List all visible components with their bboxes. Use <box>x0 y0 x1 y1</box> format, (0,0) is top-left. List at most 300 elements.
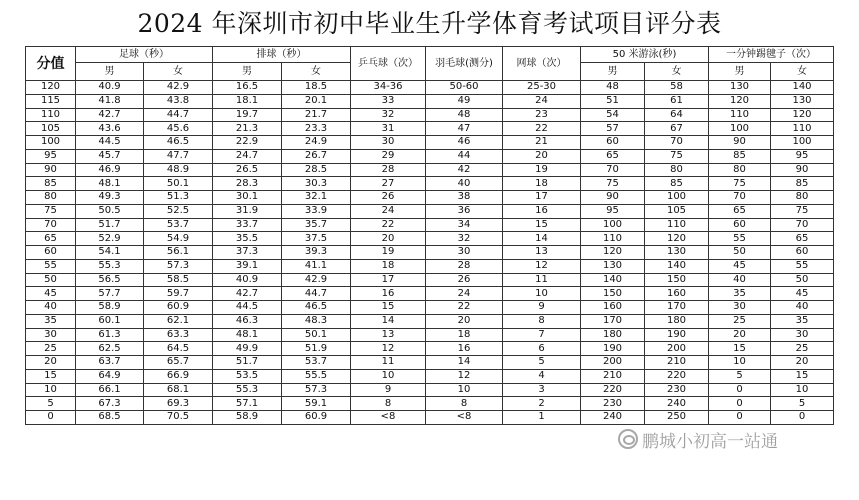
wechat-icon <box>618 429 638 449</box>
table-cell: 19 <box>503 163 581 177</box>
table-cell: 30 <box>771 328 834 342</box>
table-cell: 48.1 <box>213 328 282 342</box>
table-cell: 26 <box>426 273 503 287</box>
table-cell: 220 <box>645 369 709 383</box>
table-cell: 6 <box>503 342 581 356</box>
table-cell: 200 <box>645 342 709 356</box>
table-cell: 11 <box>503 273 581 287</box>
table-cell: 59.7 <box>144 287 213 301</box>
table-row <box>26 397 834 411</box>
table-cell: 25 <box>709 314 771 328</box>
table-cell: 42.7 <box>213 287 282 301</box>
table-cell: 47 <box>426 122 503 136</box>
table-cell: 20 <box>503 149 581 163</box>
table-cell: 2 <box>503 397 581 411</box>
score-cell: 105 <box>26 122 76 136</box>
table-cell: 28.5 <box>282 163 351 177</box>
table-cell: 22 <box>503 122 581 136</box>
table-cell: 10 <box>426 383 503 397</box>
table-row <box>26 163 834 177</box>
table-cell: 61.3 <box>76 328 144 342</box>
table-cell: 14 <box>426 356 503 370</box>
table-cell: 67.3 <box>76 397 144 411</box>
table-cell: 42 <box>426 163 503 177</box>
table-cell: 5 <box>771 397 834 411</box>
table-row <box>26 81 834 95</box>
table-cell: 160 <box>645 287 709 301</box>
table-cell: 57.1 <box>213 397 282 411</box>
table-cell: 230 <box>645 383 709 397</box>
score-cell: 50 <box>26 273 76 287</box>
score-cell: 55 <box>26 259 76 273</box>
table-cell: 55.3 <box>76 259 144 273</box>
table-cell: 36 <box>426 204 503 218</box>
table-cell: 55.3 <box>213 383 282 397</box>
swim-header: 50 米游泳(秒) <box>581 47 709 63</box>
table-row <box>26 411 834 425</box>
table-cell: 30.3 <box>282 177 351 191</box>
volleyball-male-header: 男 <box>213 63 282 81</box>
table-cell: 8 <box>426 397 503 411</box>
table-cell: 11 <box>351 356 426 370</box>
watermark-text: 鹏城小初高一站通 <box>642 431 778 452</box>
table-cell: 23.3 <box>282 122 351 136</box>
table-cell: 80 <box>709 163 771 177</box>
jianzi-header: 一分钟踢毽子（次） <box>709 47 834 63</box>
score-cell: 45 <box>26 287 76 301</box>
table-cell: 50.5 <box>76 204 144 218</box>
table-row <box>26 94 834 108</box>
table-cell: 13 <box>351 328 426 342</box>
table-cell: 42.9 <box>282 273 351 287</box>
table-row <box>26 383 834 397</box>
table-cell: 70.5 <box>144 411 213 425</box>
table-cell: 0 <box>709 383 771 397</box>
table-cell: 52.5 <box>144 204 213 218</box>
table-cell: 150 <box>645 273 709 287</box>
table-cell: 19 <box>351 246 426 260</box>
table-cell: 45.6 <box>144 122 213 136</box>
table-cell: 90 <box>581 191 645 205</box>
table-cell: 56.1 <box>144 246 213 260</box>
table-cell: 60 <box>771 246 834 260</box>
table-cell: 22.9 <box>213 136 282 150</box>
badminton-header: 羽毛球(测分) <box>426 47 503 81</box>
table-cell: 48.1 <box>76 177 144 191</box>
table-cell: 10 <box>351 369 426 383</box>
table-cell: 16 <box>426 342 503 356</box>
table-cell: 16 <box>503 204 581 218</box>
table-cell: 0 <box>709 397 771 411</box>
table-cell: 37.5 <box>282 232 351 246</box>
table-cell: 85 <box>645 177 709 191</box>
table-cell: 130 <box>581 259 645 273</box>
table-cell: 40 <box>426 177 503 191</box>
table-cell: 110 <box>581 232 645 246</box>
table-cell: 100 <box>581 218 645 232</box>
table-cell: 60.9 <box>282 411 351 425</box>
table-cell: 100 <box>771 136 834 150</box>
table-cell: 40 <box>709 273 771 287</box>
table-cell: 33.9 <box>282 204 351 218</box>
swim-male-header: 男 <box>581 63 645 81</box>
table-cell: 30 <box>426 246 503 260</box>
table-cell: 7 <box>503 328 581 342</box>
table-cell: 18 <box>351 259 426 273</box>
table-cell: 95 <box>771 149 834 163</box>
table-cell: 220 <box>581 383 645 397</box>
table-cell: 4 <box>503 369 581 383</box>
table-cell: 240 <box>581 411 645 425</box>
table-row <box>26 342 834 356</box>
score-cell: 75 <box>26 204 76 218</box>
table-cell: 27 <box>351 177 426 191</box>
table-cell: 70 <box>581 163 645 177</box>
table-cell: 46.5 <box>282 301 351 315</box>
table-cell: 38 <box>426 191 503 205</box>
table-row <box>26 259 834 273</box>
table-cell: 51.9 <box>282 342 351 356</box>
table-cell: 24 <box>426 287 503 301</box>
table-cell: 56.5 <box>76 273 144 287</box>
table-cell: 67 <box>645 122 709 136</box>
table-cell: 140 <box>771 81 834 95</box>
table-row <box>26 287 834 301</box>
table-cell: 15 <box>351 301 426 315</box>
table-cell: 180 <box>645 314 709 328</box>
table-cell: 150 <box>581 287 645 301</box>
table-cell: 0 <box>709 411 771 425</box>
table-cell: 46.5 <box>144 136 213 150</box>
table-cell: 35.5 <box>213 232 282 246</box>
watermark <box>618 428 778 450</box>
table-cell: <8 <box>351 411 426 425</box>
table-cell: 48.9 <box>144 163 213 177</box>
table-cell: 37.3 <box>213 246 282 260</box>
table-cell: 51.3 <box>144 191 213 205</box>
table-cell: 41.1 <box>282 259 351 273</box>
table-cell: 18.5 <box>282 81 351 95</box>
table-cell: 43.6 <box>76 122 144 136</box>
table-row <box>26 108 834 122</box>
page-title: 2024 年深圳市初中毕业生升学体育考试项目评分表 <box>137 9 722 38</box>
table-cell: 40.9 <box>213 273 282 287</box>
table-cell: 75 <box>709 177 771 191</box>
table-row <box>26 328 834 342</box>
table-cell: 20 <box>709 328 771 342</box>
table-cell: 70 <box>709 191 771 205</box>
table-cell: 44.7 <box>282 287 351 301</box>
table-cell: 44 <box>426 149 503 163</box>
table-cell: 66.9 <box>144 369 213 383</box>
table-cell: 49.9 <box>213 342 282 356</box>
table-cell: 63.7 <box>76 356 144 370</box>
table-cell: 57 <box>581 122 645 136</box>
table-cell: 15 <box>771 369 834 383</box>
table-cell: 10 <box>503 287 581 301</box>
table-cell: 8 <box>503 314 581 328</box>
score-cell: 30 <box>26 328 76 342</box>
score-cell: 90 <box>26 163 76 177</box>
table-cell: 130 <box>771 94 834 108</box>
table-cell: 15 <box>503 218 581 232</box>
table-cell: 250 <box>645 411 709 425</box>
table-row <box>26 136 834 150</box>
table-cell: 39.3 <box>282 246 351 260</box>
table-cell: 47.7 <box>144 149 213 163</box>
tennis-header: 网球（次） <box>503 47 581 81</box>
table-cell: 17 <box>503 191 581 205</box>
table-row <box>26 314 834 328</box>
table-cell: 110 <box>645 218 709 232</box>
table-cell: 61 <box>645 94 709 108</box>
table-row <box>26 232 834 246</box>
table-cell: 22 <box>351 218 426 232</box>
table-cell: 64 <box>645 108 709 122</box>
table-cell: 39.1 <box>213 259 282 273</box>
score-cell: 35 <box>26 314 76 328</box>
table-cell: 230 <box>581 397 645 411</box>
table-cell: 70 <box>771 218 834 232</box>
table-cell: 100 <box>709 122 771 136</box>
table-cell: 24 <box>503 94 581 108</box>
table-cell: 53.5 <box>213 369 282 383</box>
table-cell: 28.3 <box>213 177 282 191</box>
table-cell: 26 <box>351 191 426 205</box>
table-cell: 85 <box>709 149 771 163</box>
table-cell: 14 <box>503 232 581 246</box>
table-row <box>26 218 834 232</box>
table-cell: 65 <box>581 149 645 163</box>
table-cell: 35.7 <box>282 218 351 232</box>
table-cell: 55 <box>771 259 834 273</box>
table-cell: 50.1 <box>144 177 213 191</box>
table-cell: 40 <box>771 301 834 315</box>
table-cell: 58.5 <box>144 273 213 287</box>
table-cell: 95 <box>581 204 645 218</box>
football-female-header: 女 <box>144 63 213 81</box>
table-cell: 120 <box>709 94 771 108</box>
table-cell: 75 <box>771 204 834 218</box>
table-cell: 14 <box>351 314 426 328</box>
table-cell: 100 <box>645 191 709 205</box>
table-row <box>26 177 834 191</box>
table-cell: 20.1 <box>282 94 351 108</box>
table-row <box>26 246 834 260</box>
table-cell: 30 <box>351 136 426 150</box>
table-row <box>26 204 834 218</box>
table-cell: 57.7 <box>76 287 144 301</box>
score-cell: 85 <box>26 177 76 191</box>
table-cell: 65 <box>771 232 834 246</box>
table-cell: 42.7 <box>76 108 144 122</box>
table-row <box>26 369 834 383</box>
table-cell: 57.3 <box>282 383 351 397</box>
table-cell: 60 <box>709 218 771 232</box>
score-header: 分值 <box>26 47 76 81</box>
table-cell: 130 <box>709 81 771 95</box>
score-cell: 40 <box>26 301 76 315</box>
table-cell: 29 <box>351 149 426 163</box>
table-cell: 170 <box>645 301 709 315</box>
volleyball-header: 排球（秒） <box>213 47 351 63</box>
table-cell: 44.5 <box>213 301 282 315</box>
table-cell: 32 <box>426 232 503 246</box>
table-cell: 28 <box>351 163 426 177</box>
scoring-table <box>25 46 834 425</box>
table-cell: 45.7 <box>76 149 144 163</box>
table-cell: 51 <box>581 94 645 108</box>
table-cell: 32.1 <box>282 191 351 205</box>
table-cell: 1 <box>503 411 581 425</box>
table-cell: 80 <box>645 163 709 177</box>
table-cell: 52.9 <box>76 232 144 246</box>
table-cell: 44.7 <box>144 108 213 122</box>
table-cell: 80 <box>771 191 834 205</box>
table-cell: 31 <box>351 122 426 136</box>
table-row <box>26 149 834 163</box>
volleyball-female-header: 女 <box>282 63 351 81</box>
table-cell: 20 <box>426 314 503 328</box>
table-cell: 20 <box>351 232 426 246</box>
table-cell: 58 <box>645 81 709 95</box>
table-cell: 35 <box>771 314 834 328</box>
table-cell: 68.1 <box>144 383 213 397</box>
table-cell: 50.1 <box>282 328 351 342</box>
table-cell: 48 <box>426 108 503 122</box>
table-cell: 30.1 <box>213 191 282 205</box>
table-cell: 210 <box>645 356 709 370</box>
table-cell: 62.5 <box>76 342 144 356</box>
table-cell: 60.9 <box>144 301 213 315</box>
table-cell: 75 <box>645 149 709 163</box>
table-cell: 105 <box>645 204 709 218</box>
table-cell: 160 <box>581 301 645 315</box>
table-row <box>26 273 834 287</box>
table-row <box>26 191 834 205</box>
table-cell: 58.9 <box>76 301 144 315</box>
table-cell: 50-60 <box>426 81 503 95</box>
table-cell: 63.3 <box>144 328 213 342</box>
score-cell: 20 <box>26 356 76 370</box>
table-cell: 16 <box>351 287 426 301</box>
table-cell: 28 <box>426 259 503 273</box>
table-cell: 21.7 <box>282 108 351 122</box>
table-cell: 13 <box>503 246 581 260</box>
table-cell: 20 <box>771 356 834 370</box>
table-cell: 34 <box>426 218 503 232</box>
football-header: 足球（秒） <box>76 47 213 63</box>
table-cell: 180 <box>581 328 645 342</box>
table-cell: 40.9 <box>76 81 144 95</box>
score-cell: 60 <box>26 246 76 260</box>
table-cell: 54 <box>581 108 645 122</box>
table-cell: 210 <box>581 369 645 383</box>
table-cell: 54.1 <box>76 246 144 260</box>
table-cell: 9 <box>503 301 581 315</box>
table-cell: 190 <box>581 342 645 356</box>
score-cell: 70 <box>26 218 76 232</box>
table-cell: 34-36 <box>351 81 426 95</box>
table-cell: 12 <box>351 342 426 356</box>
table-cell: 30 <box>709 301 771 315</box>
table-cell: 21.3 <box>213 122 282 136</box>
table-cell: 59.1 <box>282 397 351 411</box>
jianzi-female-header: 女 <box>771 63 834 81</box>
table-cell: 110 <box>771 122 834 136</box>
table-cell: 55 <box>709 232 771 246</box>
table-cell: 49 <box>426 94 503 108</box>
score-cell: 10 <box>26 383 76 397</box>
score-cell: 110 <box>26 108 76 122</box>
table-cell: 33 <box>351 94 426 108</box>
table-cell: 54.9 <box>144 232 213 246</box>
table-cell: 19.7 <box>213 108 282 122</box>
table-cell: 60 <box>581 136 645 150</box>
table-row <box>26 122 834 136</box>
table-cell: 120 <box>645 232 709 246</box>
table-cell: 5 <box>503 356 581 370</box>
table-cell: 57.3 <box>144 259 213 273</box>
table-cell: 50 <box>709 246 771 260</box>
score-cell: 15 <box>26 369 76 383</box>
table-cell: 64.9 <box>76 369 144 383</box>
table-cell: 16.5 <box>213 81 282 95</box>
table-cell: 5 <box>709 369 771 383</box>
table-cell: 65 <box>709 204 771 218</box>
table-cell: 21 <box>503 136 581 150</box>
table-cell: 45 <box>771 287 834 301</box>
table-cell: 49.3 <box>76 191 144 205</box>
table-cell: 24 <box>351 204 426 218</box>
table-cell: 140 <box>645 259 709 273</box>
table-cell: 10 <box>709 356 771 370</box>
score-cell: 5 <box>26 397 76 411</box>
score-cell: 25 <box>26 342 76 356</box>
table-cell: 3 <box>503 383 581 397</box>
jianzi-male-header: 男 <box>709 63 771 81</box>
table-cell: 26.5 <box>213 163 282 177</box>
table-cell: 130 <box>645 246 709 260</box>
table-cell: 58.9 <box>213 411 282 425</box>
table-row <box>26 301 834 315</box>
football-male-header: 男 <box>76 63 144 81</box>
score-cell: 0 <box>26 411 76 425</box>
table-cell: 0 <box>771 411 834 425</box>
table-cell: 85 <box>771 177 834 191</box>
table-cell: 170 <box>581 314 645 328</box>
table-cell: 10 <box>771 383 834 397</box>
table-cell: 53.7 <box>282 356 351 370</box>
table-body <box>26 81 834 425</box>
table-cell: 62.1 <box>144 314 213 328</box>
table-cell: 35 <box>709 287 771 301</box>
table-cell: 43.8 <box>144 94 213 108</box>
table-cell: 12 <box>503 259 581 273</box>
table-cell: 190 <box>645 328 709 342</box>
table-cell: 45 <box>709 259 771 273</box>
table-row <box>26 356 834 370</box>
table-cell: 44.5 <box>76 136 144 150</box>
table-cell: 90 <box>771 163 834 177</box>
table-cell: 26.7 <box>282 149 351 163</box>
score-cell: 115 <box>26 94 76 108</box>
table-cell: 66.1 <box>76 383 144 397</box>
table-cell: 120 <box>771 108 834 122</box>
table-cell: 18 <box>426 328 503 342</box>
score-cell: 95 <box>26 149 76 163</box>
table-cell: 31.9 <box>213 204 282 218</box>
